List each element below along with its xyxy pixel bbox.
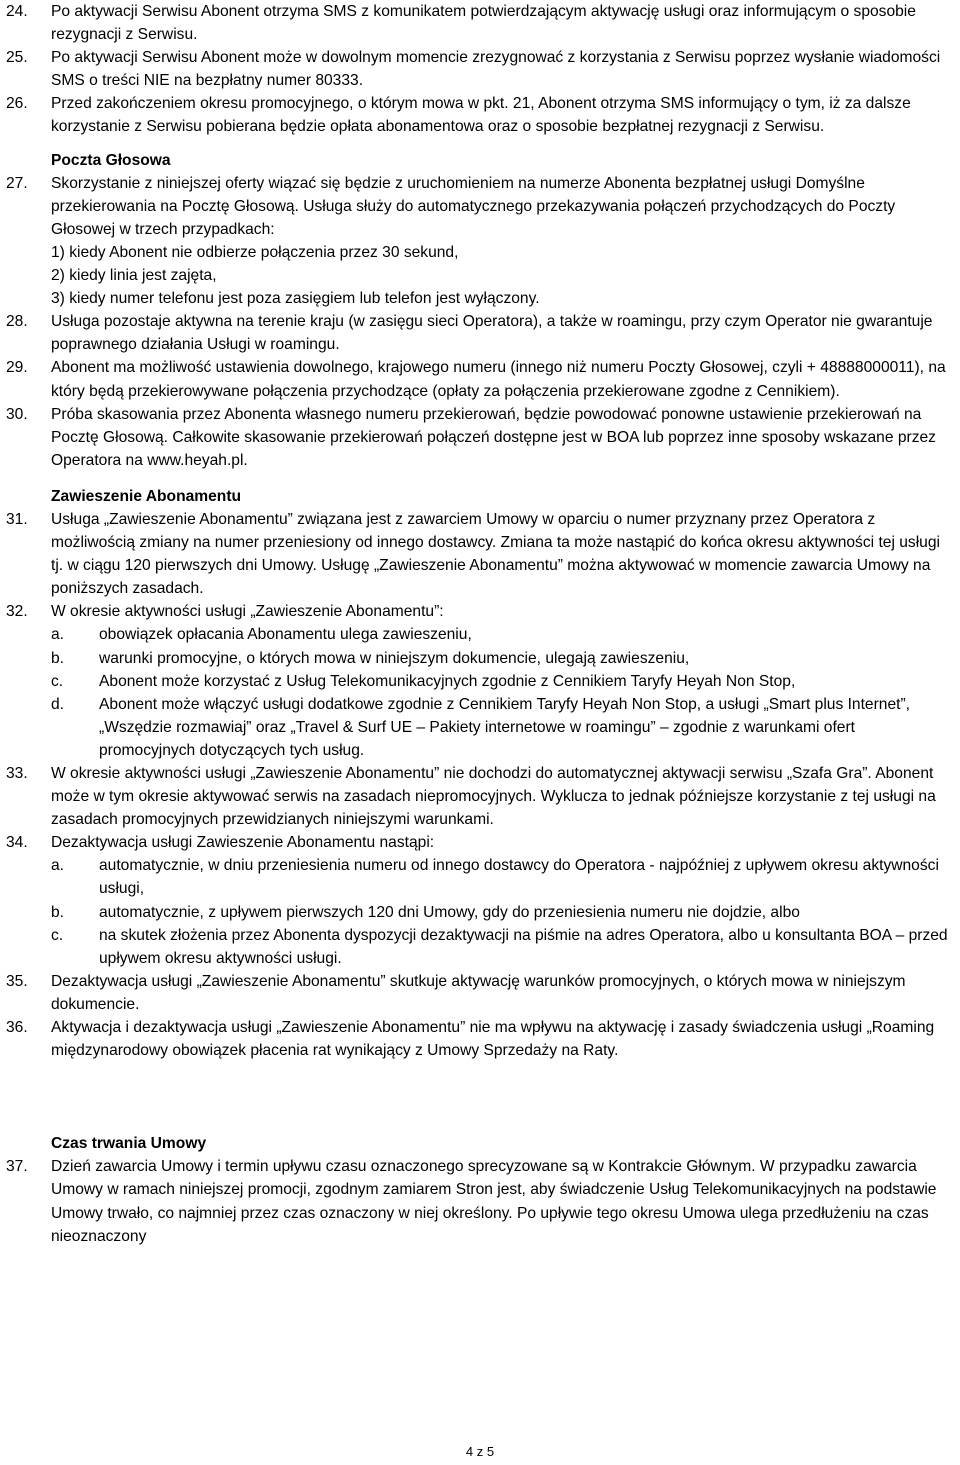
paragraph-27 [6, 172, 952, 311]
section-heading-zawieszenie-abonamentu: Zawieszenie Abonamentu [51, 487, 242, 505]
sub-item-letter: a. [51, 626, 65, 644]
paragraph-number: 28. [6, 313, 28, 331]
paragraph-body [51, 831, 952, 970]
paragraph-text: Dezaktywacja usługi Zawieszenie Abonamentu nastąpi: [51, 834, 435, 852]
sub-item-b [51, 647, 952, 670]
sub-item-text: Abonent może korzystać z Usług Telekomunikacyjnych zgodnie z Cennikiem Taryfy Heyah Non Stop, [99, 672, 796, 690]
paragraph-text: Usługa pozostaje aktywna na terenie kraju (w zasięgu sieci Operatora), a także w roamingu, przy czym Operator nie gwarantuje poprawnego działania Usługi w roamingu. [51, 313, 933, 354]
paragraph-33 [6, 762, 952, 831]
sub-item-text: obowiązek opłacania Abonamentu ulega zawieszeniu, [99, 626, 472, 644]
paragraph-32 [6, 600, 952, 762]
paragraph-text: Skorzystanie z niniejszej oferty wiązać się będzie z uruchomieniem na numerze Abonenta bezpłatnej usługi Domyślne przekierowania na Pocztę Głosową. Usługa służy do automatycznego przekazywania połączeń przychodzących do Poczty Głosowej w trzech przypadkach: [51, 174, 896, 238]
paragraph-number: 36. [6, 1019, 28, 1037]
sub-item-letter: c. [51, 672, 64, 690]
paragraph-26 [6, 92, 952, 138]
list-item: 1) kiedy Abonent nie odbierze połączenia przez 30 sekund, [51, 243, 459, 261]
paragraph-text: Po aktywacji Serwisu Abonent może w dowolnym momencie zrezygnować z korzystania z Serwisu poprzez wysłanie wiadomości SMS o treści NIE na bezpłatny numer 80333. [51, 49, 941, 90]
list-item: 2) kiedy linia jest zajęta, [51, 267, 217, 285]
sub-item-text: na skutek złożenia przez Abonenta dyspozycji dezaktywacji na piśmie na adres Operatora, albo u konsultanta BOA – przed upływem okresu aktywności usługi. [99, 926, 948, 967]
sub-item-text: Abonent może włączyć usługi dodatkowe zgodnie z Cennikiem Taryfy Heyah Non Stop, a usługi „Smart plus Internet”, „Wszędzie rozmawiaj” oraz „Travel & Surf UE – Pakiety internetowe w roamingu” – zgodnie z warunkami ofert promocyjnych dotyczących tych usług. [99, 695, 910, 759]
sub-item-text: automatycznie, w dniu przeniesienia numeru od innego dostawcy do Operatora - najpóźniej z upływem okresu aktywności usługi, [99, 857, 939, 898]
paragraph-body [51, 172, 952, 311]
sub-item-letter: c. [51, 926, 64, 944]
paragraph-text: W okresie aktywności usługi „Zawieszenie Abonamentu”: [51, 603, 444, 621]
paragraph-24 [6, 0, 952, 46]
paragraph-number: 31. [6, 510, 28, 528]
paragraph-text: Po aktywacji Serwisu Abonent otrzyma SMS z komunikatem potwierdzającym aktywację usługi oraz informującym o sposobie rezygnacji z Serwisu. [51, 3, 916, 44]
paragraph-text: Dzień zawarcia Umowy i termin upływu czasu oznaczonego sprecyzowane są w Kontrakcie Głównym. W przypadku zawarcia Umowy w ramach niniejszej promocji, zgodnym zamiarem Stron jest, aby świadczenie Usług Telekomunikacyjnych na podstawie Umowy trwało, co najmniej przez czas oznaczony w niej określony. Po upływie tego okresu Umowa ulega przedłużeniu na czas nieoznaczony [51, 1158, 937, 1245]
paragraph-text: Dezaktywacja usługi „Zawieszenie Abonamentu” skutkuje aktywację warunków promocyjnych, o których mowa w niniejszym dokumencie. [51, 972, 906, 1013]
section-heading-poczta-glosowa: Poczta Głosowa [51, 151, 171, 169]
paragraph-28 [6, 310, 952, 356]
paragraph-number: 35. [6, 972, 28, 990]
paragraph-number: 37. [6, 1158, 28, 1176]
paragraph-text: W okresie aktywności usługi „Zawieszenie Abonamentu” nie dochodzi do automatycznej aktywacji serwisu „Szafa Gra”. Abonent może w tym okresie aktywować serwis na zasadach niepromocyjnych. Wyklucza to jednak późniejsze korzystanie z tej usługi na zasadach promocyjnych przewidzianych niniejszymi warunkami. [51, 765, 936, 829]
paragraph-number: 33. [6, 765, 28, 782]
sub-item-b [51, 901, 952, 924]
paragraph-number: 27. [6, 174, 28, 192]
paragraph-34 [6, 831, 952, 970]
sub-item-a [51, 623, 952, 646]
list-item: 3) kiedy numer telefonu jest poza zasięgiem lub telefon jest wyłączony. [51, 290, 540, 308]
paragraph-31 [6, 508, 952, 600]
section-heading-czas-trwania-umowy: Czas trwania Umowy [51, 1135, 207, 1153]
sub-item-d [51, 693, 952, 762]
paragraph-text: Próba skasowania przez Abonenta własnego numeru przekierowań, będzie powodować ponowne ustawienie przekierowań na Pocztę Głosową. Całkowite skasowanie przekierowań połączeń dostępne jest w BOA lub poprzez inne sposoby wskazane przez Operatora na www.heyah.pl. [51, 405, 936, 469]
sub-item-letter: d. [51, 695, 65, 713]
paragraph-number: 25. [6, 49, 28, 67]
paragraph-number: 34. [6, 834, 28, 852]
sub-item-text: warunki promocyjne, o których mowa w niniejszym dokumencie, ulegają zawieszeniu, [99, 649, 690, 667]
sub-item-c [51, 670, 952, 693]
paragraph-number: 24. [6, 3, 28, 20]
paragraph-number: 29. [6, 359, 28, 377]
sub-item-letter: a. [51, 857, 65, 875]
paragraph-30 [6, 403, 952, 472]
paragraph-37 [6, 1155, 952, 1247]
sub-item-letter: b. [51, 649, 65, 667]
paragraph-25 [6, 46, 952, 92]
paragraph-36 [6, 1016, 952, 1062]
sub-item-text: automatycznie, z upływem pierwszych 120 dni Umowy, gdy do przeniesienia numeru nie dojdzie, albo [99, 903, 800, 921]
paragraph-body [51, 600, 952, 762]
page-number: 4 z 5 [465, 1444, 495, 1459]
paragraph-number: 30. [6, 405, 28, 423]
sub-item-a [51, 854, 952, 900]
paragraph-text: Usługa „Zawieszenie Abonamentu” związana jest z zawarciem Umowy w oparciu o numer przyznany przez Operatora z możliwością zmiany na numer przeniesiony od innego dostawcy. Zmiana ta może nastąpić do końca okresu aktywności tej usługi tj. w ciągu 120 pierwszych dni Umowy. Usługę „Zawieszenie Abonamentu” można aktywować w momencie zawarcia Umowy na poniższych zasadach. [51, 510, 940, 598]
paragraph-text: Przed zakończeniem okresu promocyjnego, o którym mowa w pkt. 21, Abonent otrzyma SMS informujący o tym, iż za dalsze korzystanie z Serwisu pobierana będzie opłata abonamentowa oraz o sposobie bezpłatnej rezygnacji z Serwisu. [51, 95, 911, 136]
paragraph-number: 32. [6, 603, 28, 621]
sub-item-c [51, 924, 952, 970]
paragraph-35 [6, 970, 952, 1016]
paragraph-number: 26. [6, 95, 28, 113]
paragraph-text: Aktywacja i dezaktywacja usługi „Zawieszenie Abonamentu” nie ma wpływu na aktywację i zasady świadczenia usługi „Roaming międzynarodowy obowiązek płacenia rat wynikający z Umowy Sprzedaży na Raty. [51, 1019, 935, 1060]
sub-item-letter: b. [51, 903, 65, 921]
paragraph-29 [6, 356, 952, 402]
paragraph-text: Abonent ma możliwość ustawienia dowolnego, krajowego numeru (innego niż numeru Poczty Głosowej, czyli + 48888000011), na który będą przekierowywane połączenia przychodzące (opłaty za połączenia przekierowane zgodne z Cennikiem). [51, 359, 946, 400]
